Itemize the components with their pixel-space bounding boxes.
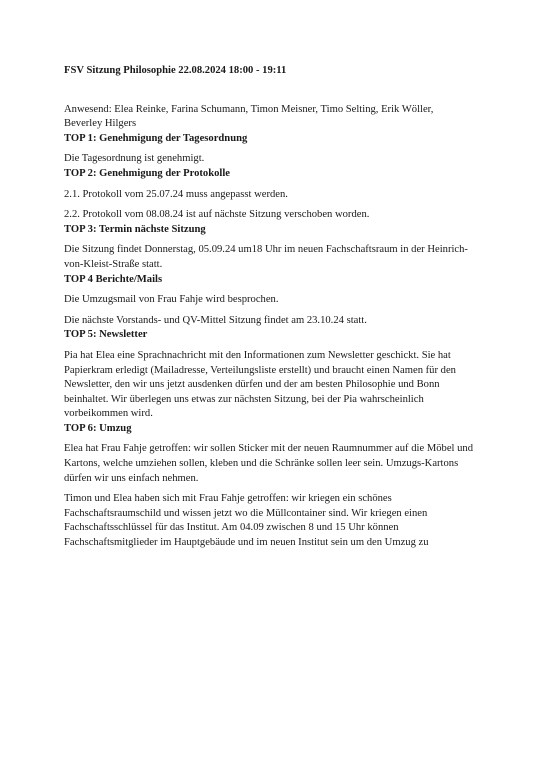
section-top-2 bbox=[64, 167, 474, 223]
section-paragraph: Die Umzugsmail von Frau Fahje wird besprochen. bbox=[64, 294, 279, 306]
section-paragraph: Elea hat Frau Fahje getroffen: wir sollen Sticker mit der neuen Raumnummer auf die Möbel und Kartons, welche umziehen sollen, kleben und die Schränke sollen leer sein. Umzugs-Kartons dürfen wir uns einfach nehmen. bbox=[64, 443, 474, 484]
section-heading: TOP 1: Genehmigung der Tagesordnung bbox=[64, 132, 248, 144]
document-content bbox=[64, 64, 474, 551]
section-paragraph: Timon und Elea haben sich mit Frau Fahje getroffen: wir kriegen ein schönes Fachschaftsraumschild und wissen jetzt wo die Müllcontainer sind. Wir kriegen einen Fachschaftsschlüssel für das Institut. Am 04.09 zwischen 8 und 15 Uhr können Fachschaftsmitglieder im Hauptgebäude und im neuen Institut sein um den Umzug zu bbox=[64, 493, 429, 549]
section-heading: TOP 5: Newsletter bbox=[64, 329, 148, 341]
section-paragraph: Die Sitzung findet Donnerstag, 05.09.24 um18 Uhr im neuen Fachschaftsraum in der Heinrich-von-Kleist-Straße statt. bbox=[64, 244, 468, 270]
attendees-line: Anwesend: Elea Reinke, Farina Schumann, Timon Meisner, Timo Selting, Erik Wöller, Beverley Hilgers bbox=[64, 103, 434, 130]
section-top-6 bbox=[64, 422, 474, 551]
section-paragraph: 2.2. Protokoll vom 08.08.24 ist auf nächste Sitzung verschoben worden. bbox=[64, 209, 370, 221]
section-top-1 bbox=[64, 132, 474, 167]
section-paragraph: Pia hat Elea eine Sprachnachricht mit den Informationen zum Newsletter geschickt. Sie hat Papierkram erledigt (Mailadresse, Verteilungsliste erstellt) und braucht einen Namen für den Newsletter, den wir uns jetzt ausdenken dürfen und der am besten Philosophie und Bonn beinhaltet. Wir überlegen uns etwas zur nächsten Sitzung, bei der Pia wahrscheinlich vorbeikommen wird. bbox=[64, 349, 456, 420]
section-heading: TOP 6: Umzug bbox=[64, 422, 132, 434]
section-heading: TOP 3: Termin nächste Sitzung bbox=[64, 223, 206, 235]
section-heading: TOP 2: Genehmigung der Protokolle bbox=[64, 167, 230, 179]
document-title: FSV Sitzung Philosophie 22.08.2024 18:00 - 19:11 bbox=[64, 65, 287, 76]
section-top-4 bbox=[64, 273, 474, 329]
section-paragraph: Die Tagesordnung ist genehmigt. bbox=[64, 153, 205, 165]
section-paragraph: Die nächste Vorstands- und QV-Mittel Sitzung findet am 23.10.24 statt. bbox=[64, 314, 367, 326]
section-top-3 bbox=[64, 223, 474, 273]
section-heading: TOP 4 Berichte/Mails bbox=[64, 273, 163, 285]
section-paragraph: 2.1. Protokoll vom 25.07.24 muss angepasst werden. bbox=[64, 188, 288, 200]
section-top-5 bbox=[64, 328, 474, 422]
